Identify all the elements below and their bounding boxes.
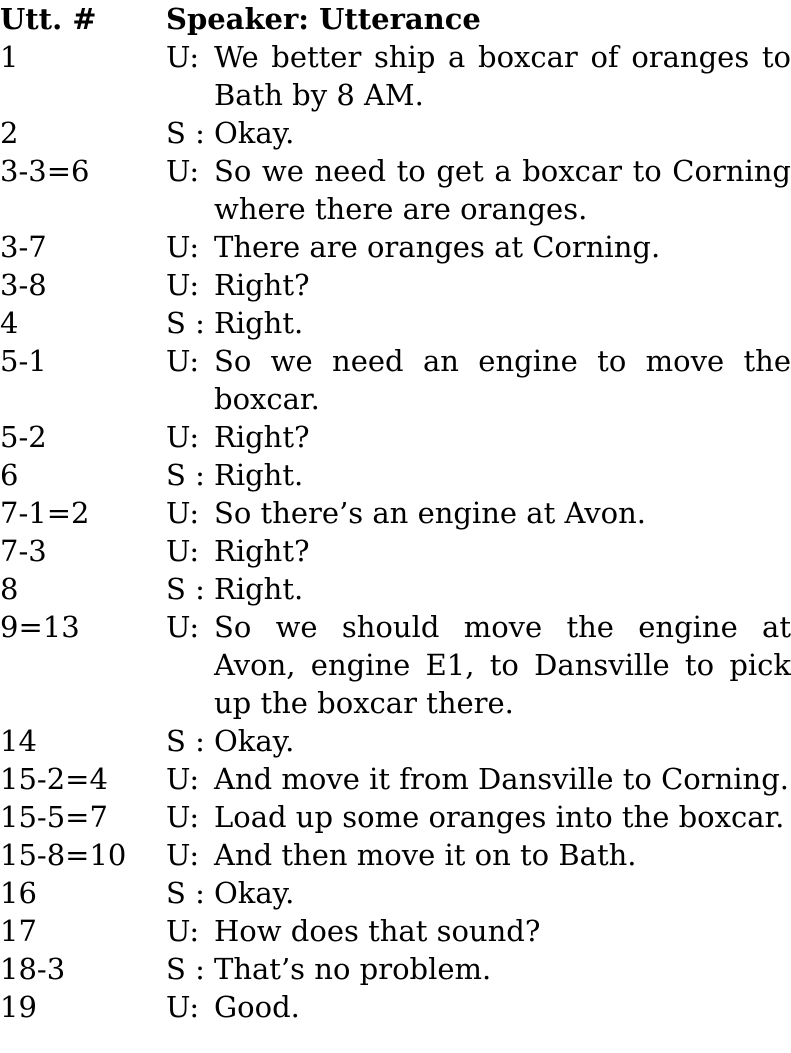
speaker-label: S :	[166, 306, 205, 340]
speaker-label: U:	[166, 230, 200, 264]
header-utterance-number: Utt. #	[0, 2, 97, 36]
utterance-number: 17	[0, 914, 37, 948]
speaker-label: S :	[166, 876, 205, 910]
utterance-text: Load up some oranges into the boxcar.	[214, 800, 785, 834]
utterance-text: Right?	[214, 534, 310, 568]
speaker-label: U:	[166, 610, 200, 644]
table-row	[0, 874, 791, 912]
utterance-number: 15-5=7	[0, 800, 108, 834]
table-row	[0, 418, 791, 456]
table-row	[0, 152, 791, 228]
utterance-number: 18-3	[0, 952, 66, 986]
utterance-text: How does that sound?	[214, 914, 541, 948]
utterance-text: Okay.	[214, 116, 295, 150]
table-row	[0, 266, 791, 304]
table-row	[0, 988, 791, 1026]
utterance-number: 14	[0, 724, 37, 758]
utterance-text: So we need to get a boxcar to Corning where there are oranges.	[214, 154, 791, 226]
utterance-text: There are oranges at Corning.	[214, 230, 661, 264]
table-row	[0, 798, 791, 836]
table-row	[0, 836, 791, 874]
utterance-text: Right.	[214, 572, 304, 606]
speaker-label: S :	[166, 458, 205, 492]
table-row	[0, 950, 791, 988]
utterance-number: 15-2=4	[0, 762, 108, 796]
utterance-text: And then move it on to Bath.	[214, 838, 637, 872]
utterance-text: Good.	[214, 990, 300, 1024]
speaker-label: S :	[166, 116, 205, 150]
utterance-number: 4	[0, 306, 19, 340]
utterance-number: 16	[0, 876, 37, 910]
table-row	[0, 342, 791, 418]
utterance-text: Right.	[214, 306, 304, 340]
transcript-rows	[0, 38, 791, 1026]
utterance-text: Okay.	[214, 876, 295, 910]
utterance-number: 5-2	[0, 420, 47, 454]
table-row	[0, 760, 791, 798]
table-row	[0, 722, 791, 760]
utterance-number: 6	[0, 458, 19, 492]
utterance-text: That’s no problem.	[214, 952, 492, 986]
speaker-label: U:	[166, 914, 200, 948]
utterance-text: Right?	[214, 268, 310, 302]
table-row	[0, 532, 791, 570]
table-row	[0, 912, 791, 950]
utterance-number: 7-3	[0, 534, 47, 568]
speaker-label: U:	[166, 534, 200, 568]
utterance-text: And move it from Dansville to Corning.	[214, 762, 789, 796]
header-speaker-utterance: Speaker: Utterance	[166, 2, 481, 36]
table-row	[0, 608, 791, 722]
table-row	[0, 494, 791, 532]
speaker-label: U:	[166, 40, 200, 74]
utterance-text: So we should move the engine at Avon, engine E1, to Dansville to pick up the boxcar there.	[214, 610, 791, 720]
table-row	[0, 456, 791, 494]
utterance-number: 5-1	[0, 344, 47, 378]
speaker-label: U:	[166, 762, 200, 796]
table-row	[0, 114, 791, 152]
speaker-label: U:	[166, 268, 200, 302]
speaker-label: S :	[166, 952, 205, 986]
utterance-text: Right?	[214, 420, 310, 454]
utterance-number: 7-1=2	[0, 496, 90, 530]
speaker-label: U:	[166, 496, 200, 530]
utterance-number: 15-8=10	[0, 838, 127, 872]
utterance-number: 8	[0, 572, 19, 606]
speaker-label: U:	[166, 838, 200, 872]
utterance-number: 19	[0, 990, 37, 1024]
utterance-number: 2	[0, 116, 19, 150]
table-header	[0, 0, 791, 38]
speaker-label: S :	[166, 572, 205, 606]
utterance-text: We better ship a boxcar of oranges to Bath by 8 AM.	[214, 40, 791, 112]
utterance-text: Right.	[214, 458, 304, 492]
table-row	[0, 570, 791, 608]
speaker-label: U:	[166, 344, 200, 378]
table-row	[0, 228, 791, 266]
speaker-label: U:	[166, 990, 200, 1024]
utterance-number: 3-3=6	[0, 154, 90, 188]
speaker-label: U:	[166, 154, 200, 188]
utterance-text: So there’s an engine at Avon.	[214, 496, 646, 530]
table-row	[0, 38, 791, 114]
utterance-number: 3-8	[0, 268, 47, 302]
utterance-number: 1	[0, 40, 19, 74]
speaker-label: U:	[166, 420, 200, 454]
table-row	[0, 304, 791, 342]
utterance-number: 3-7	[0, 230, 47, 264]
utterance-text: So we need an engine to move the boxcar.	[214, 344, 791, 416]
speaker-label: U:	[166, 800, 200, 834]
utterance-text: Okay.	[214, 724, 295, 758]
speaker-label: S :	[166, 724, 205, 758]
utterance-number: 9=13	[0, 610, 80, 644]
